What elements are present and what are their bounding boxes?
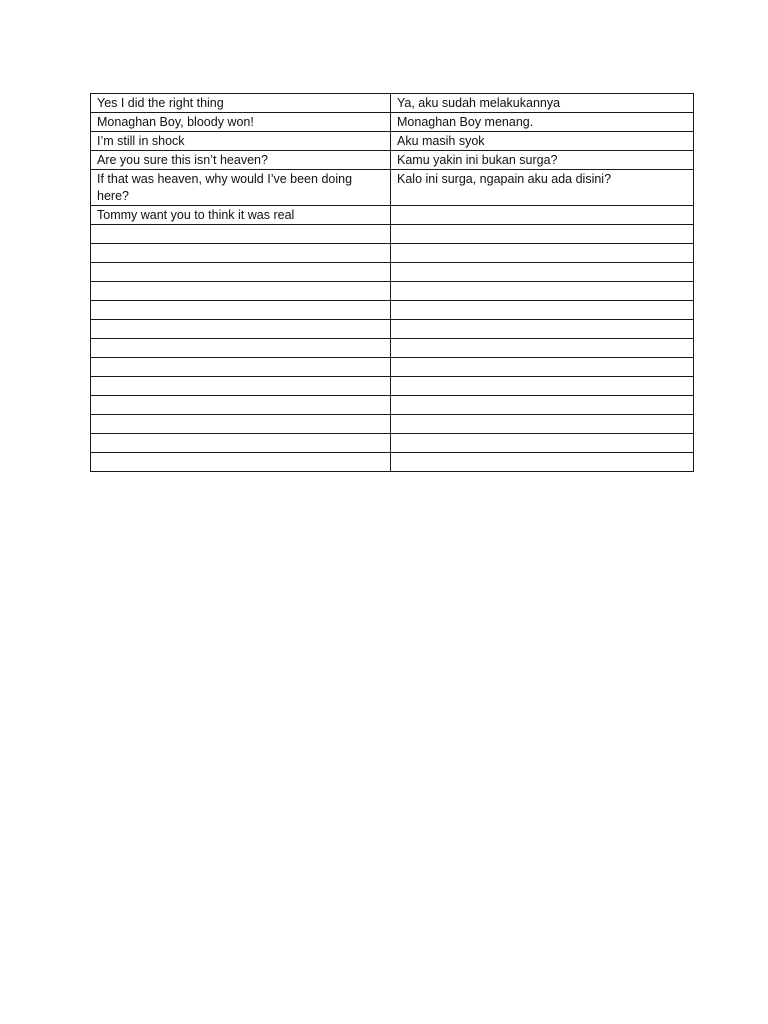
table-row	[91, 151, 694, 170]
table-row	[91, 263, 694, 282]
indonesian-cell: Monaghan Boy menang.	[391, 113, 694, 132]
table-row	[91, 453, 694, 472]
indonesian-cell	[391, 377, 694, 396]
english-cell	[91, 434, 391, 453]
table-row	[91, 94, 694, 113]
english-cell: Are you sure this isn’t heaven?	[91, 151, 391, 170]
indonesian-cell: Kalo ini surga, ngapain aku ada disini?	[391, 170, 694, 206]
english-cell	[91, 320, 391, 339]
table-row	[91, 244, 694, 263]
indonesian-cell	[391, 453, 694, 472]
indonesian-cell	[391, 282, 694, 301]
indonesian-cell	[391, 415, 694, 434]
english-cell: Yes I did the right thing	[91, 94, 391, 113]
indonesian-cell: Kamu yakin ini bukan surga?	[391, 151, 694, 170]
english-cell	[91, 453, 391, 472]
translation-table	[90, 93, 694, 472]
table-row	[91, 282, 694, 301]
indonesian-cell	[391, 339, 694, 358]
table-row	[91, 206, 694, 225]
english-cell	[91, 396, 391, 415]
table-row	[91, 396, 694, 415]
table-row	[91, 358, 694, 377]
table-row	[91, 434, 694, 453]
indonesian-cell	[391, 396, 694, 415]
table-row	[91, 377, 694, 396]
english-cell	[91, 244, 391, 263]
table-row	[91, 170, 694, 206]
english-cell	[91, 282, 391, 301]
table-row	[91, 320, 694, 339]
indonesian-cell	[391, 358, 694, 377]
indonesian-cell	[391, 320, 694, 339]
indonesian-cell	[391, 225, 694, 244]
indonesian-cell	[391, 244, 694, 263]
table-row	[91, 301, 694, 320]
english-cell	[91, 415, 391, 434]
english-cell: Monaghan Boy, bloody won!	[91, 113, 391, 132]
indonesian-cell: Ya, aku sudah melakukannya	[391, 94, 694, 113]
indonesian-cell	[391, 263, 694, 282]
table-body	[91, 94, 694, 472]
indonesian-cell	[391, 301, 694, 320]
table-row	[91, 339, 694, 358]
table-row	[91, 132, 694, 151]
english-cell	[91, 301, 391, 320]
table-row	[91, 113, 694, 132]
table-row	[91, 415, 694, 434]
english-cell	[91, 358, 391, 377]
indonesian-cell	[391, 434, 694, 453]
indonesian-cell: Aku masih syok	[391, 132, 694, 151]
english-cell: Tommy want you to think it was real	[91, 206, 391, 225]
english-cell: I’m still in shock	[91, 132, 391, 151]
english-cell	[91, 377, 391, 396]
english-cell	[91, 263, 391, 282]
english-cell	[91, 225, 391, 244]
table-row	[91, 225, 694, 244]
indonesian-cell	[391, 206, 694, 225]
english-cell	[91, 339, 391, 358]
english-cell: If that was heaven, why would I’ve been doing here?	[91, 170, 391, 206]
